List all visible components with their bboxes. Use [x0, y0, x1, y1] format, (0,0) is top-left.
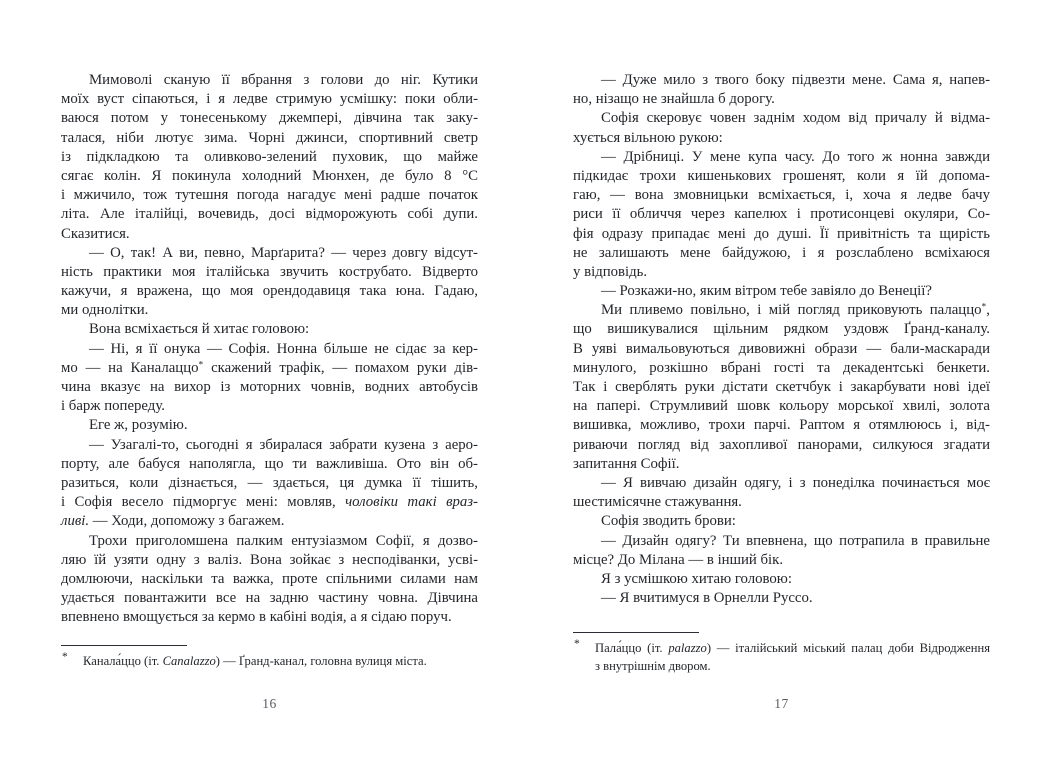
text-segment: Канала́ццо (іт.	[83, 654, 163, 669]
text-line	[573, 320, 990, 339]
text-line	[61, 109, 478, 128]
text-line	[61, 244, 478, 263]
text-segment: талася, ніби лютує зима. Чорні джинси, спортивний светр	[61, 129, 478, 146]
footnote-content	[61, 653, 478, 670]
text-segment: і Софія весело підморгує мені: мовляв,	[61, 494, 346, 511]
text-line	[573, 397, 990, 416]
paragraph	[61, 436, 478, 532]
text-segment: хується вільною рукою:	[573, 129, 723, 146]
text-line	[573, 186, 990, 205]
text-segment: — Я вивчаю дизайн одягу, і з понеділка починається моє	[601, 474, 990, 491]
text-segment: — Дуже мило з твого боку підвезти мене. Сама я, напев-	[601, 72, 990, 88]
paragraph	[573, 282, 990, 301]
text-segment: із підкладкою та оливково-зелений пуховик, що майже	[61, 148, 478, 165]
footnote-divider	[573, 632, 699, 633]
text-segment: Мимоволі сканую її вбрання з голови до ніг. Кутики	[89, 72, 478, 88]
text-line	[573, 551, 990, 570]
text-segment: Софія зводить брови:	[601, 513, 736, 530]
text-line	[61, 129, 478, 148]
text-line	[573, 493, 990, 512]
footnote-content	[573, 640, 990, 674]
text-segment: чина вказує на вихор із моторних човнів, водних автобусів	[61, 379, 478, 395]
text-segment: — Я вчитимуся в Орнелли Руссо.	[601, 590, 813, 607]
text-line	[61, 186, 478, 205]
text-segment: Трохи приголомшена палким ентузіазмом Софії, я дозво-	[89, 532, 478, 549]
text-line	[61, 205, 478, 224]
text-segment: — Дизайн одягу? Ти впевнена, що потрапила в правильне	[601, 532, 990, 549]
text-line	[573, 474, 990, 493]
text-line	[61, 71, 478, 90]
text-segment: ) — Ґранд-канал, головна вулиця міста.	[215, 654, 427, 669]
footnote-marker: *	[62, 651, 68, 664]
text-line	[573, 589, 990, 608]
text-segment: Ми пливемо повільно, і мій погляд приковують палаццо	[601, 302, 982, 319]
paragraph	[573, 589, 990, 608]
text-segment: Я з усмішкою хитаю головою:	[601, 570, 792, 587]
text-line	[573, 71, 990, 90]
page-left	[61, 0, 478, 761]
text-segment: домлюючи, наскільки та важка, проте спільними силами нам	[61, 570, 478, 587]
text-line	[61, 90, 478, 109]
text-segment: літа. Але італійці, вочевидь, досі відморожують собі дупи.	[61, 206, 478, 223]
text-segment: вишивка, можливо, трохи парчі. Раптом я отямлююсь і, від-	[573, 417, 990, 434]
text-line	[61, 589, 478, 608]
text-line	[573, 301, 990, 320]
text-line	[61, 397, 478, 416]
text-segment: ляю їй узяти одну з валіз. Вона зойкає з несподіванки, усві-	[61, 551, 478, 568]
text-line	[573, 244, 990, 263]
paragraph	[61, 244, 478, 321]
paragraph	[573, 512, 990, 531]
paragraph	[573, 474, 990, 512]
text-segment: риси її обличчя через капелюх і протисонцеві окуляри, Со-	[573, 206, 990, 223]
text-segment: В уяві вимальовуються дивовижні образи — бали-маскаради	[573, 340, 990, 357]
text-line	[61, 301, 478, 320]
text-segment: — О, так! А ви, певно, Марґарита? — через довгу відсут-	[89, 244, 478, 261]
text-line	[61, 474, 478, 493]
page-body	[573, 71, 990, 608]
footnote	[573, 632, 990, 675]
text-line	[61, 378, 478, 397]
text-line	[573, 570, 990, 589]
text-segment: минулого, розкішно вбрані гості та декадентські бенкети.	[573, 359, 990, 376]
text-segment: Canalazzo	[162, 654, 216, 669]
text-line	[573, 416, 990, 435]
text-line	[61, 263, 478, 282]
text-line	[61, 532, 478, 551]
text-segment: — Узагалі-то, сьогодні я збиралася забрати кузена з аеро-	[89, 436, 478, 453]
text-segment: удається повантажити все на задню частину човна. Дівчина	[61, 590, 478, 607]
text-segment: — Дрібниці. У мене купа часу. До того ж нонна завжди	[601, 148, 990, 165]
page-right	[573, 0, 990, 761]
text-segment: у відповідь.	[573, 263, 648, 280]
text-line	[573, 282, 990, 301]
paragraph	[61, 320, 478, 339]
text-line	[61, 148, 478, 167]
text-line	[61, 340, 478, 359]
footnote-divider	[61, 645, 187, 646]
text-segment: скажений трафік, — помахом руки дів-	[203, 359, 478, 376]
text-segment: що вишикувалися щільним рядком уздовж Ґранд-каналу.	[573, 321, 990, 338]
text-segment: ,	[986, 302, 990, 319]
text-line	[573, 512, 990, 531]
text-segment: риваючи погляд від захопливої панорами, силкуюся згадати	[573, 436, 990, 453]
text-line	[595, 658, 990, 675]
text-segment: сягає колін. Я покинула холодний Мюнхен, де було 8 °C	[61, 167, 478, 184]
text-segment: ) — італійський міський палац доби Відродження	[706, 641, 991, 656]
paragraph	[573, 570, 990, 589]
footnote-ref-asterisk: *	[981, 302, 987, 313]
text-segment: і мжичило, тож тутешня погода нагадує мені радше початок	[61, 187, 478, 204]
footnote	[61, 645, 478, 671]
text-segment: місце? До Мілана — в інший бік.	[573, 551, 784, 568]
text-line	[573, 455, 990, 474]
text-line	[573, 148, 990, 167]
paragraph	[573, 148, 990, 282]
text-segment: разиться, коли дізнається, — здається, ця думка її тішить,	[61, 474, 478, 491]
text-segment: кажучи, я вражена, що моя орендодавиця така юна. Гадаю,	[61, 283, 478, 300]
text-segment: ваюся потом у тонесенькому джемпері, дівчина так заку-	[61, 110, 478, 127]
paragraph	[61, 71, 478, 244]
text-line	[61, 225, 478, 244]
text-line	[61, 455, 478, 474]
text-segment: — Ходи, допоможу з багажем.	[89, 513, 285, 530]
text-segment: Пала́ццо (іт.	[595, 641, 669, 656]
paragraph	[61, 340, 478, 417]
text-segment: но, нізащо не знайшла б дорогу.	[573, 91, 775, 108]
page-number: 16	[262, 696, 277, 711]
text-segment: шестимісячне стажування.	[573, 494, 742, 511]
text-segment: впевнено вмощується за кермо в кабіні водія, а я сідаю поруч.	[61, 609, 452, 626]
text-segment: не залишають мене байдужою, і я розслаблено всміхаюся	[573, 244, 990, 261]
text-segment: підкидає трохи кишенькових грошенят, коли я їй допома-	[573, 167, 990, 184]
text-line	[573, 263, 990, 282]
text-line	[573, 436, 990, 455]
text-line	[61, 320, 478, 339]
text-segment: Еге ж, розумію.	[89, 417, 188, 434]
text-line	[61, 167, 478, 186]
text-line	[61, 282, 478, 301]
text-line	[573, 109, 990, 128]
text-line	[573, 359, 990, 378]
text-segment: ливі.	[61, 513, 90, 530]
footnote-ref-asterisk: *	[198, 360, 204, 371]
text-line	[573, 532, 990, 551]
text-line	[573, 205, 990, 224]
text-line	[61, 512, 478, 531]
paragraph	[573, 71, 990, 109]
text-segment: гаю, — вона змовницьки всміхається, і, хоча я ледве бачу	[573, 187, 990, 204]
text-line	[573, 378, 990, 397]
text-line	[573, 129, 990, 148]
text-segment: моїх вуст сіпаються, і я ледве стримую усмішку: поки обли-	[61, 91, 478, 108]
text-line	[595, 640, 990, 657]
text-segment: на папері. Струмливий шовк кольору морської хвилі, золота	[573, 398, 990, 415]
text-segment: Вона всміхається й хитає головою:	[89, 321, 310, 338]
text-segment: — Розкажи-но, яким вітром тебе завіяло до Венеції?	[601, 283, 932, 300]
text-segment: palazzo	[668, 641, 707, 656]
paragraph	[61, 416, 478, 435]
text-line	[61, 359, 478, 378]
footnote-marker: *	[574, 638, 580, 651]
text-segment: ність практики моя італійська звучить кострубато. Відверто	[61, 263, 478, 280]
text-segment: фія одразу припадає мені до душі. Її привітність та щирість	[573, 225, 990, 242]
text-segment: запитання Софії.	[573, 455, 680, 472]
paragraph	[573, 301, 990, 474]
page-body	[61, 71, 478, 627]
text-line	[61, 416, 478, 435]
paragraph	[61, 532, 478, 628]
text-line	[573, 225, 990, 244]
paragraph	[573, 109, 990, 147]
text-segment: Сказитися.	[61, 225, 130, 242]
text-segment: — Ні, я її онука — Софія. Нонна більше не сідає за кер-	[89, 340, 478, 357]
text-line	[573, 90, 990, 109]
text-line	[83, 653, 478, 670]
page-number: 17	[774, 696, 789, 711]
text-line	[61, 493, 478, 512]
text-line	[573, 167, 990, 186]
text-segment: з внутрішнім двором.	[595, 658, 711, 673]
text-segment: порту, але бабуся наполягла, що ти важливіша. Ото він об-	[61, 455, 478, 472]
text-line	[61, 551, 478, 570]
text-segment: ми однолітки.	[61, 302, 149, 319]
text-segment: мо — на Каналаццо	[61, 359, 199, 376]
text-segment: чоловіки такі враз-	[345, 494, 478, 511]
paragraph	[573, 532, 990, 570]
text-line	[61, 570, 478, 589]
text-segment: Софія скеровує човен заднім ходом від причалу й відма-	[601, 110, 990, 127]
text-line	[61, 436, 478, 455]
text-segment: і барж попереду.	[61, 398, 165, 415]
text-segment: Так і сверблять руки дістати скетчбук і закарбувати нові ідеї	[573, 379, 990, 395]
text-line	[61, 608, 478, 627]
text-line	[573, 340, 990, 359]
